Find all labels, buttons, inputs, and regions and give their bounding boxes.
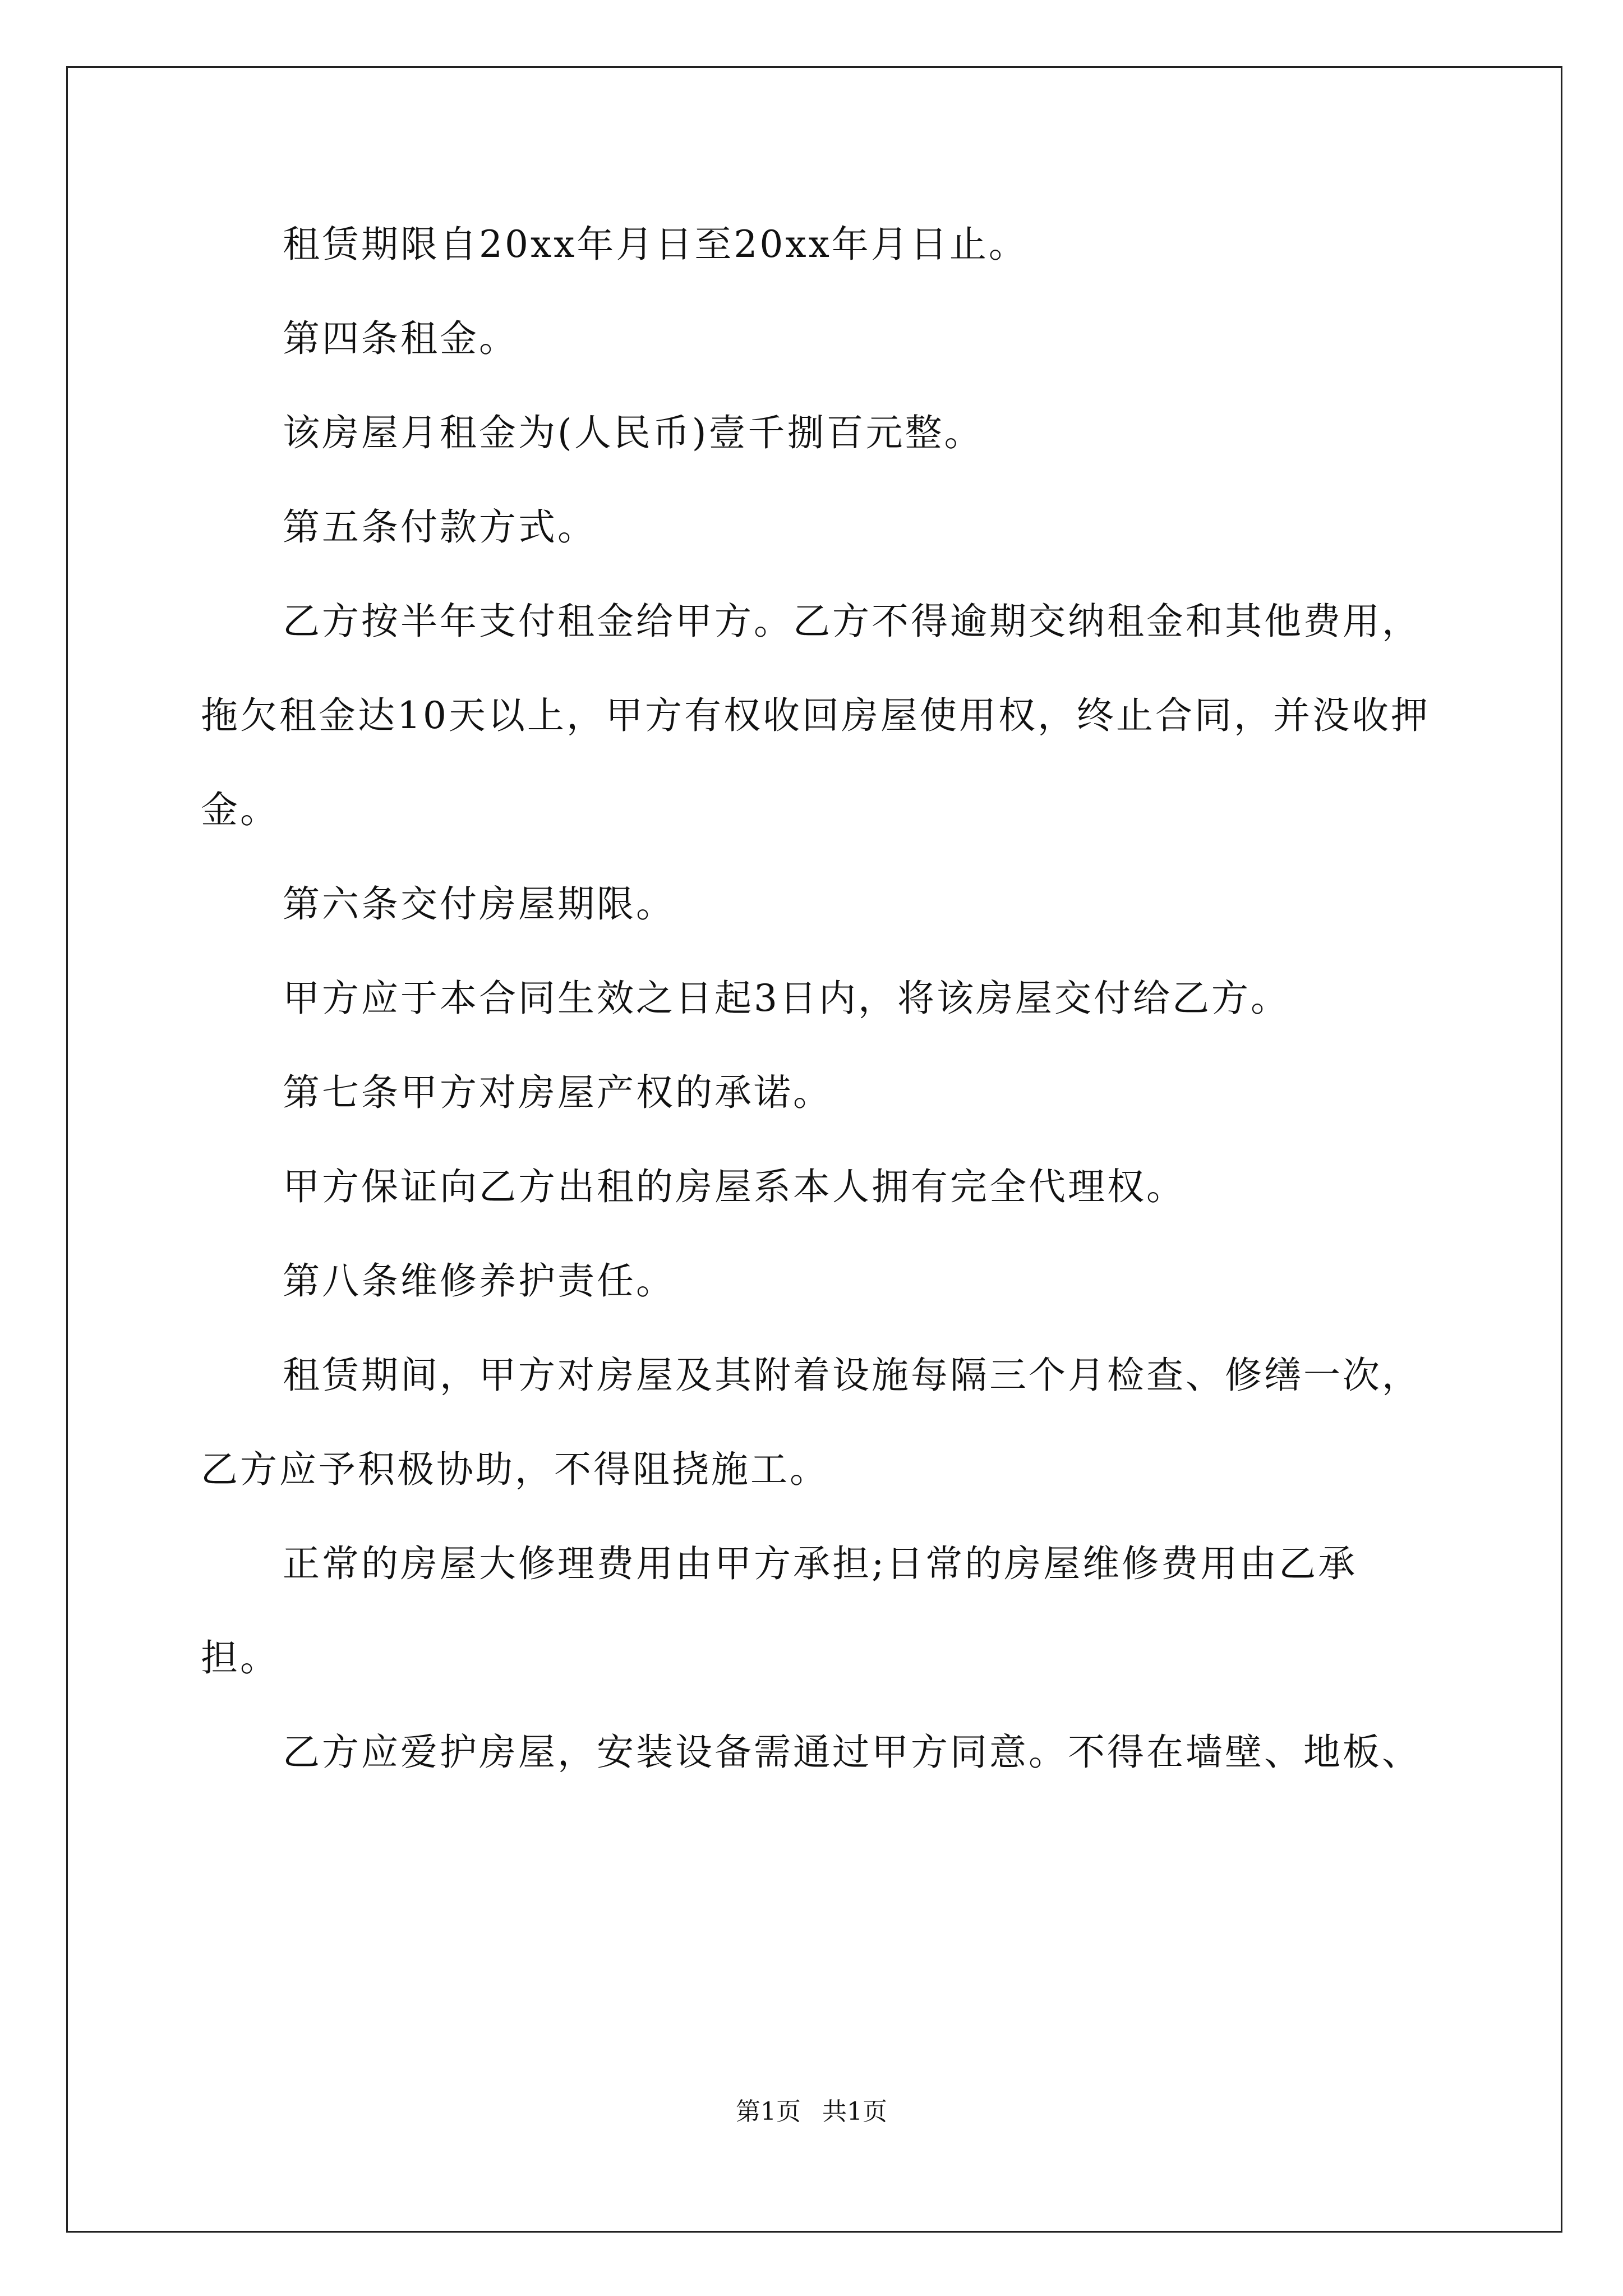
paragraph: 正常的房屋大修理费用由甲方承担;日常的房屋维修费用由乙承担。	[201, 1542, 1358, 1680]
paragraph: 租赁期间，甲方对房屋及其附着设施每隔三个月检查、修缮一次，乙方应予积极协助，不得阻挠施工。	[201, 1354, 1421, 1491]
paragraph: 甲方保证向乙方出租的房屋系本人拥有完全代理权。	[283, 1165, 1186, 1208]
paragraph: 乙方应爱护房屋，安装设备需通过甲方同意。不得在墙壁、地板、	[283, 1731, 1421, 1774]
paragraph: 甲方应于本合同生效之日起3日内，将该房屋交付给乙方。	[283, 977, 1290, 1020]
paragraph: 第四条租金。	[283, 317, 518, 360]
page-number-total: 共1页	[822, 2097, 887, 2126]
paragraph: 乙方按半年支付租金给甲方。乙方不得逾期交纳租金和其他费用，拖欠租金达10天以上，甲方有权收回房屋使用权，终止合同，并没收押金。	[201, 600, 1430, 831]
paragraph: 第八条维修养护责任。	[283, 1259, 675, 1303]
paragraph: 第七条甲方对房屋产权的承诺。	[283, 1071, 832, 1114]
paragraph: 第六条交付房屋期限。	[283, 882, 675, 926]
document-body	[201, 197, 1435, 1800]
paragraph: 第五条付款方式。	[283, 505, 597, 549]
paragraph: 租赁期限自20xx年月日至20xx年月日止。	[283, 223, 1028, 266]
page-number-current: 第1页	[736, 2097, 801, 2126]
paragraph: 该房屋月租金为(人民币)壹千捌百元整。	[283, 411, 984, 454]
page-footer	[0, 2095, 1623, 2129]
